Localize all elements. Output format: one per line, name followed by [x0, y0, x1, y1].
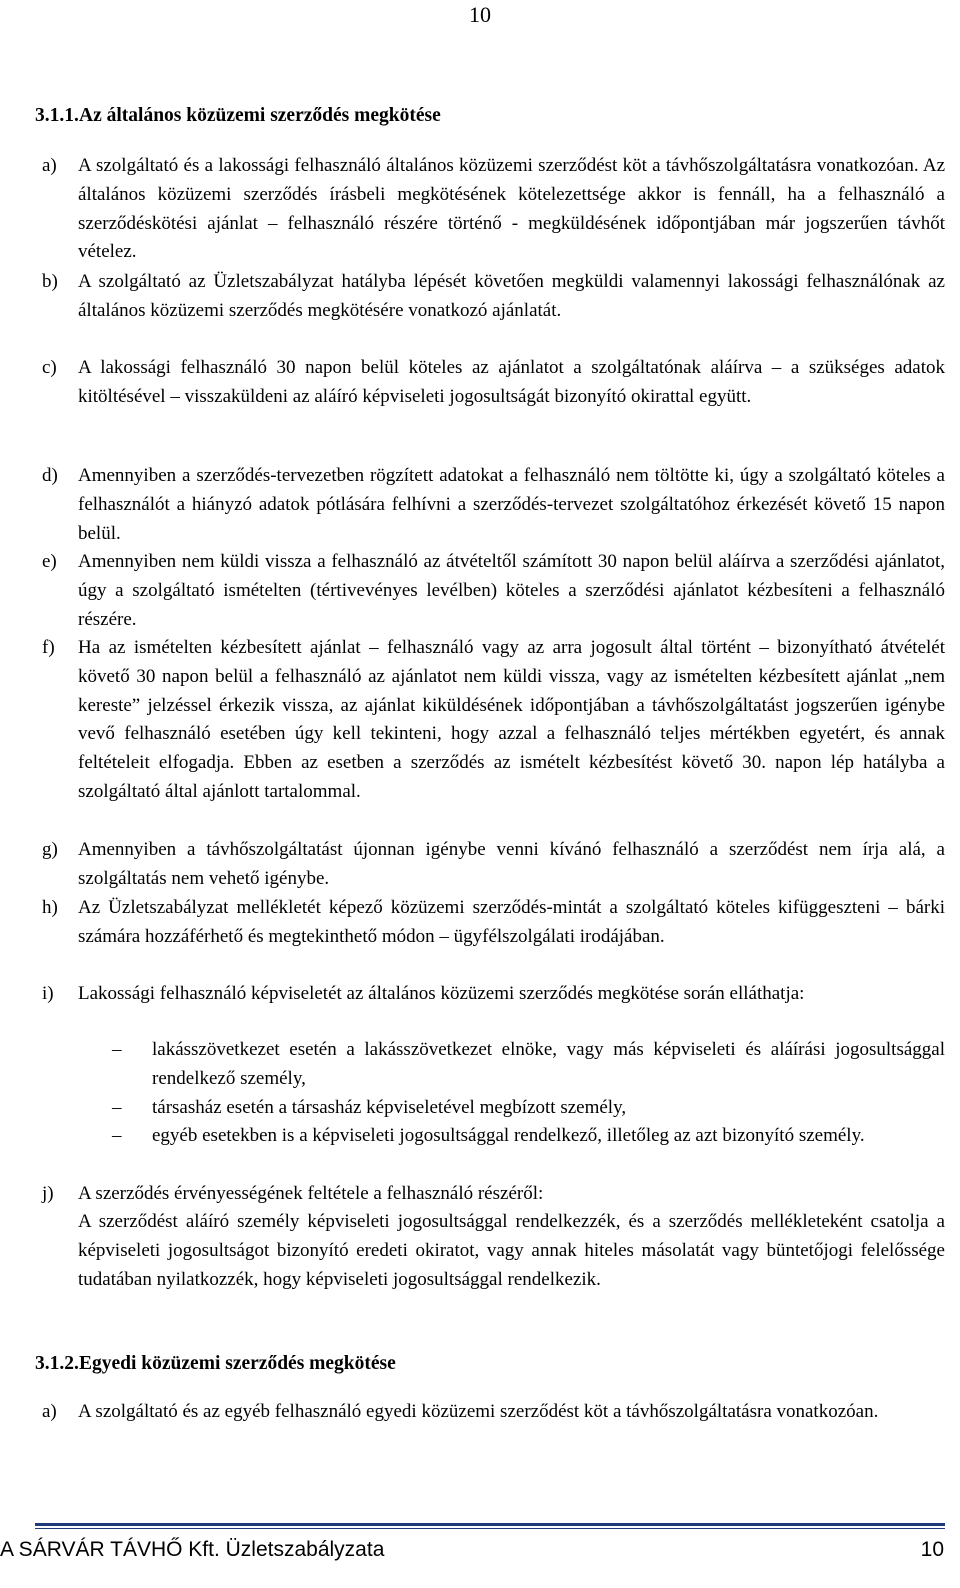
item-label: j) — [42, 1183, 54, 1204]
section-title: Egyedi közüzemi szerződés megkötése — [79, 1353, 396, 1374]
item-text: Amennyiben a szerződés-tervezetben rögzített adatokat a felhasználó nem töltötte ki, úgy a szolgáltató köteles a felhasználót a hiányzó adatok pótlására felhívni a szerződés-tervezet szolgáltatóhoz érkezését követő 15 napon belül. — [78, 465, 945, 544]
item-text: A szolgáltató és az egyéb felhasználó egyedi közüzemi szerződést köt a távhőszolgáltatásra vonatkozóan. — [78, 1401, 879, 1422]
item-e — [42, 548, 945, 634]
item-b — [42, 268, 945, 326]
item-g — [42, 836, 945, 894]
item-label: f) — [42, 637, 55, 658]
section-heading-311 — [35, 104, 441, 128]
item-j-body: A szerződést aláíró személy képviseleti jogosultsággal rendelkezzék, és a szerződés mellékleteként csatolja a képviseleti jogosultságot bizonyító eredeti okiratot, vagy annak hiteles másolatát vagy büntetőjogi felelőssége tudatában nyilatkozzék, hogy képviseleti jogosultsággal rendelkezik. — [78, 1211, 945, 1290]
item-text: Ha az ismételten kézbesített ajánlat – felhasználó vagy az arra jogosult által történt – bizonyítható átvételét követő 30 napon belül a felhasználó az ajánlatot nem küldi vissza, vagy az ismételten kézbesített ajánlat „nem kereste” jelzéssel érkezik vissza, az ajánlat kiküldésének időpontjában a távhőszolgáltatást jogszerűen igénybe vevő felhasználó esetében úgy kell tekinteni, hogy azzal a felhasználó teljes mértékben egyetért, és annak feltételeit elfogadja. Ebben az esetben a szerződés az ismételt kézbesítést követő 30. napon lép hatályba a szolgáltató által ajánlott tartalommal. — [78, 637, 945, 802]
item-label: a) — [42, 1401, 57, 1422]
item-text: Az Üzletszabályzat mellékletét képező közüzemi szerződés-mintát a szolgáltató köteles kifüggeszteni – bárki számára hozzáférhető és megtekinthető módon – ügyfélszolgálati irodájában. — [78, 897, 945, 947]
list-item — [112, 1122, 945, 1151]
item-h — [42, 894, 945, 952]
list-item-text: társasház esetén a társasház képviseletével megbízott személy, — [152, 1097, 627, 1118]
item-text: Amennyiben nem küldi vissza a felhasználó az átvételtől számított 30 napon belül aláírva a szerződési ajánlatot, úgy a szolgáltató ismételten (tértivevényes levélben) köteles a szerződési ajánlatot kézbesíteni a felhasználó részére. — [78, 551, 945, 630]
section-number: 3.1.2. — [35, 1353, 79, 1374]
dash-bullet: – — [112, 1097, 122, 1118]
item-label: e) — [42, 551, 57, 572]
item-text: A szerződés érvényességének feltétele a felhasználó részéről: — [78, 1183, 544, 1204]
item-label: d) — [42, 465, 58, 486]
item-j — [42, 1180, 945, 1209]
footer-page-number: 10 — [920, 1538, 944, 1561]
item-label: b) — [42, 271, 58, 292]
footer-rule — [35, 1523, 945, 1529]
item-a — [42, 152, 945, 267]
item-text: A szolgáltató az Üzletszabályzat hatályba lépését követően megküldi valamennyi lakossági felhasználónak az általános közüzemi szerződés megkötésére vonatkozó ajánlatát. — [78, 271, 945, 321]
section-heading-312 — [35, 1352, 396, 1376]
item-label: i) — [42, 983, 54, 1004]
list-item — [112, 1094, 945, 1123]
item-d — [42, 462, 945, 548]
section-number: 3.1.1. — [35, 105, 79, 126]
item-label: h) — [42, 897, 58, 918]
page-number: 10 — [469, 2, 491, 27]
item-label: c) — [42, 357, 57, 378]
dash-bullet: – — [112, 1039, 122, 1060]
item-c — [42, 354, 945, 412]
item-a-312 — [42, 1398, 945, 1427]
item-text: A lakossági felhasználó 30 napon belül köteles az ajánlatot a szolgáltatónak aláírva – a szükséges adatok kitöltésével – visszaküldeni az aláíró képviseleti jogosultságát bizonyító okirattal együtt. — [78, 357, 945, 407]
item-text: Lakossági felhasználó képviseletét az általános közüzemi szerződés megkötése során elláthatja: — [78, 983, 805, 1004]
list-item — [112, 1036, 945, 1094]
item-text: A szolgáltató és a lakossági felhasználó általános közüzemi szerződést köt a távhőszolgáltatásra vonatkozóan. Az általános közüzemi szerződés írásbeli megkötésének kötelezettsége akkor is fennáll, ha a felhasználó a szerződéskötési ajánlat – felhasználó részére történő - megküldésének időpontjában már jogszerűen távhőt vételez. — [78, 155, 945, 263]
footer-title: A SÁRVÁR TÁVHŐ Kft. Üzletszabályzata — [0, 1538, 385, 1561]
section-title: Az általános közüzemi szerződés megkötése — [79, 105, 441, 126]
item-i — [42, 980, 945, 1009]
dash-bullet: – — [112, 1125, 122, 1146]
list-item-text: lakásszövetkezet esetén a lakásszövetkezet elnöke, vagy más képviseleti és aláírási jogosultsággal rendelkező személy, — [152, 1039, 945, 1089]
item-f — [42, 634, 945, 807]
list-item-text: egyéb esetekben is a képviseleti jogosultsággal rendelkező, illetőleg az azt bizonyító személy. — [152, 1125, 865, 1146]
item-text: Amennyiben a távhőszolgáltatást újonnan igénybe venni kívánó felhasználó a szerződést nem írja alá, a szolgáltatás nem vehető igénybe. — [78, 839, 945, 889]
item-label: a) — [42, 155, 57, 176]
item-label: g) — [42, 839, 58, 860]
